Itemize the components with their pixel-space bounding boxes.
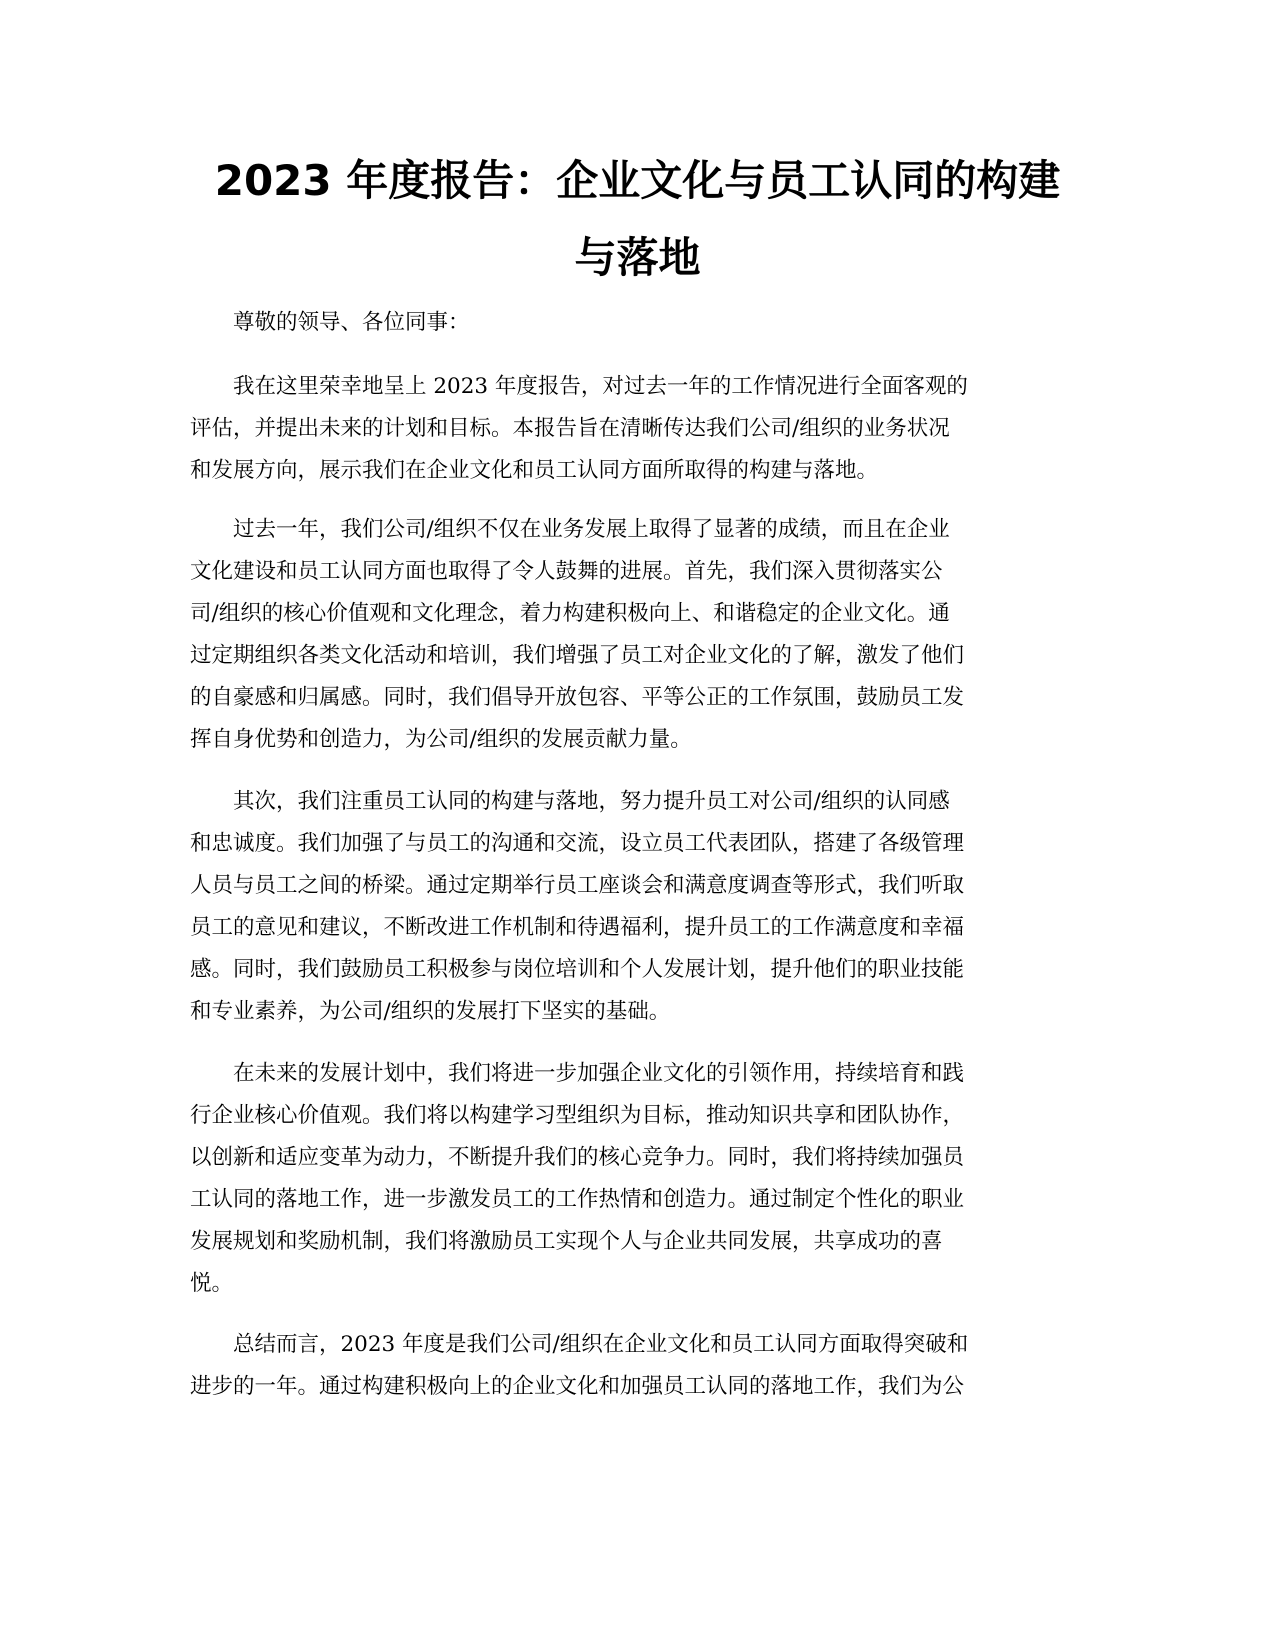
paragraph-line: 评估，并提出未来的计划和目标。本报告旨在清晰传达我们公司/组织的业务状况 [190, 416, 950, 441]
paragraph-line: 挥自身优势和创造力，为公司/组织的发展贡献力量。 [190, 727, 692, 752]
paragraph-line: 我在这里荣幸地呈上 2023 年度报告，对过去一年的工作情况进行全面客观的 [233, 374, 968, 399]
paragraph-line: 的自豪感和归属感。同时，我们倡导开放包容、平等公正的工作氛围，鼓励员工发 [190, 685, 965, 710]
paragraph-line: 发展规划和奖励机制，我们将激励员工实现个人与企业共同发展，共享成功的喜 [190, 1229, 943, 1254]
paragraph-line: 感。同时，我们鼓励员工积极参与岗位培训和个人发展计划，提升他们的职业技能 [190, 957, 965, 982]
paragraph-line: 和忠诚度。我们加强了与员工的沟通和交流，设立员工代表团队，搭建了各级管理 [190, 831, 965, 856]
document-title [180, 142, 1095, 296]
paragraph-line: 其次，我们注重员工认同的构建与落地，努力提升员工对公司/组织的认同感 [233, 789, 950, 814]
paragraph-line: 以创新和适应变革为动力，不断提升我们的核心竞争力。同时，我们将持续加强员 [190, 1145, 965, 1170]
body-paragraph [190, 366, 1085, 492]
paragraph-line: 人员与员工之间的桥梁。通过定期举行员工座谈会和满意度调查等形式，我们听取 [190, 873, 965, 898]
paragraph-line: 过定期组织各类文化活动和培训，我们增强了员工对企业文化的了解，激发了他们 [190, 643, 965, 668]
title-line: 2023 年度报告：企业文化与员工认同的构建 [214, 156, 1061, 205]
salutation-paragraph [190, 302, 1085, 344]
body-paragraph [190, 1053, 1085, 1305]
paragraph-line: 行企业核心价值观。我们将以构建学习型组织为目标，推动知识共享和团队协作， [190, 1103, 965, 1128]
paragraph-line: 和专业素养，为公司/组织的发展打下坚实的基础。 [190, 999, 671, 1024]
paragraph-line: 尊敬的领导、各位同事： [233, 310, 470, 335]
paragraph-line: 进步的一年。通过构建积极向上的企业文化和加强员工认同的落地工作，我们为公 [190, 1374, 965, 1399]
paragraph-line: 过去一年，我们公司/组织不仅在业务发展上取得了显著的成绩，而且在企业 [233, 517, 950, 542]
paragraph-line: 在未来的发展计划中，我们将进一步加强企业文化的引领作用，持续培育和践 [233, 1061, 965, 1086]
body-paragraph [190, 509, 1085, 761]
paragraph-line: 司/组织的核心价值观和文化理念，着力构建积极向上、和谐稳定的企业文化。通 [190, 601, 950, 626]
paragraph-line: 文化建设和员工认同方面也取得了令人鼓舞的进展。首先，我们深入贯彻落实公 [190, 559, 943, 584]
body-paragraph [190, 1324, 1085, 1408]
paragraph-line: 总结而言，2023 年度是我们公司/组织在企业文化和员工认同方面取得突破和 [233, 1332, 969, 1357]
paragraph-line: 员工的意见和建议，不断改进工作机制和待遇福利，提升员工的工作满意度和幸福 [190, 915, 965, 940]
title-line: 与落地 [574, 233, 701, 282]
paragraph-line: 悦。 [190, 1271, 234, 1296]
paragraph-line: 和发展方向，展示我们在企业文化和员工认同方面所取得的构建与落地。 [190, 458, 879, 483]
paragraph-line: 工认同的落地工作，进一步激发员工的工作热情和创造力。通过制定个性化的职业 [190, 1187, 965, 1212]
body-paragraph [190, 781, 1085, 1033]
